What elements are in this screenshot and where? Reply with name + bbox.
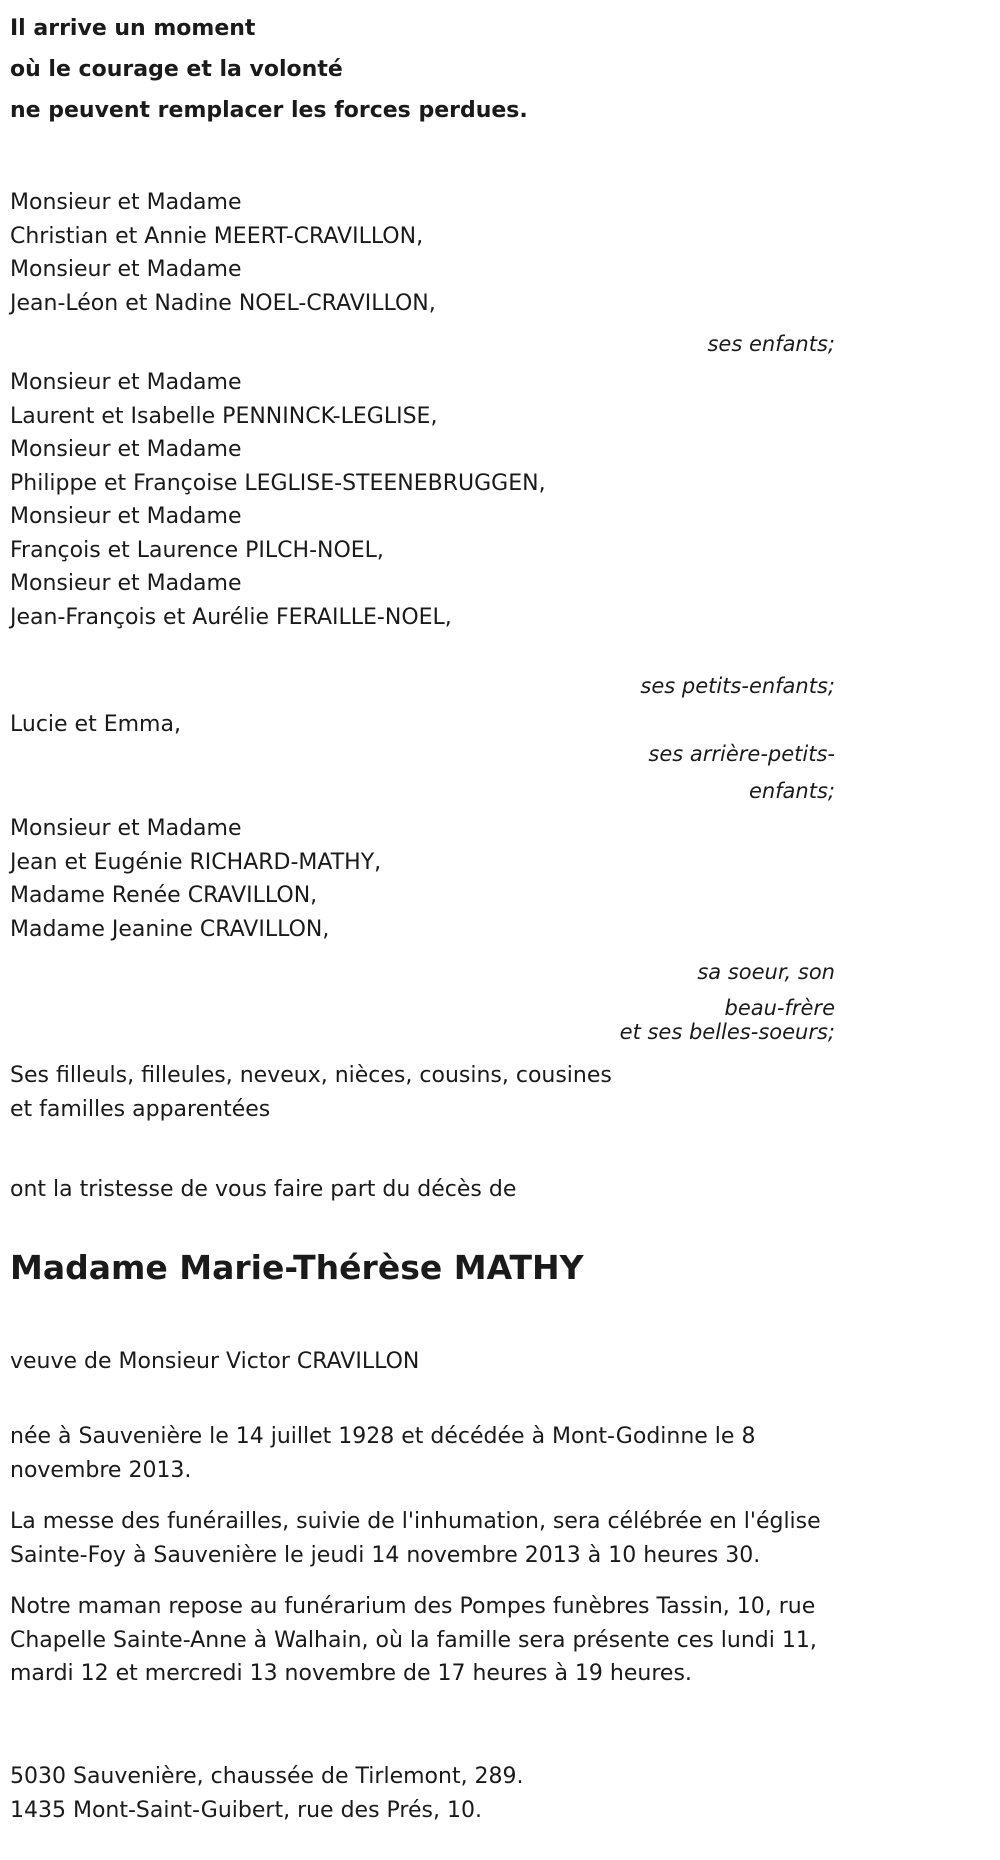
great-grandchildren-group xyxy=(10,708,181,742)
label-line: sa soeur, son xyxy=(697,960,835,984)
family-line: et familles apparentées xyxy=(10,1096,271,1122)
family-line: Lucie et Emma, xyxy=(10,712,181,737)
addresses xyxy=(10,1760,524,1827)
label-line: ses arrière-petits- xyxy=(648,742,835,766)
family-line: Monsieur et Madame xyxy=(10,571,242,596)
family-line: Monsieur et Madame xyxy=(10,437,242,462)
children-group xyxy=(10,186,436,320)
family-line: Monsieur et Madame xyxy=(10,504,242,529)
siblings-label xyxy=(620,958,835,1042)
label-line: et ses belles-soeurs; xyxy=(619,1020,835,1044)
deceased-name: Madame Marie-Thérèse MATHY xyxy=(10,1248,584,1287)
address-line: 5030 Sauvenière, chaussée de Tirlemont, 289. xyxy=(10,1764,524,1789)
address-line: 1435 Mont-Saint-Guibert, rue des Prés, 10. xyxy=(10,1797,482,1823)
grandchildren-group xyxy=(10,366,546,634)
siblings-group xyxy=(10,812,381,946)
epigraph-line: où le courage et la volonté xyxy=(10,57,343,82)
epigraph-line: Il arrive un moment xyxy=(10,16,256,41)
visitation-paragraph: Notre maman repose au funérarium des Pompes funèbres Tassin, 10, rue Chapelle Sainte-Anne à Walhain, où la famille sera présente ces lundi 11, mardi 12 et mercredi 13 novembre de 17 heures à 19 heures. xyxy=(10,1594,817,1686)
children-label: ses enfants; xyxy=(707,332,835,356)
family-line: Jean-François et Aurélie FERAILLE-NOEL, xyxy=(10,604,452,630)
funeral-paragraph: La messe des funérailles, suivie de l'inhumation, sera célébrée en l'église Sainte-Foy à Sauvenière le jeudi 14 novembre 2013 à 10 heures 30. xyxy=(10,1509,821,1568)
extended-family xyxy=(10,1059,612,1126)
great-grandchildren-label xyxy=(648,736,835,810)
family-line: Monsieur et Madame xyxy=(10,257,242,282)
family-line: Madame Renée CRAVILLON, xyxy=(10,883,318,908)
family-line: Jean et Eugénie RICHARD-MATHY, xyxy=(10,849,382,875)
family-line: François et Laurence PILCH-NOEL, xyxy=(10,537,384,563)
widow-of: veuve de Monsieur Victor CRAVILLON xyxy=(10,1349,420,1374)
family-line: Monsieur et Madame xyxy=(10,370,242,395)
birth-death-paragraph: née à Sauvenière le 14 juillet 1928 et décédée à Mont-Godinne le 8 novembre 2013. xyxy=(10,1424,756,1483)
label-line: enfants; xyxy=(748,779,835,803)
family-line: Madame Jeanine CRAVILLON, xyxy=(10,916,330,942)
label-line: beau-frère xyxy=(724,996,835,1020)
family-line: Philippe et Françoise LEGLISE-STEENEBRUGGEN, xyxy=(10,470,546,496)
family-line: Ses filleuls, filleules, neveux, nièces, cousins, cousines xyxy=(10,1063,612,1088)
epigraph-line: ne peuvent remplacer les forces perdues. xyxy=(10,98,528,123)
family-line: Jean-Léon et Nadine NOEL-CRAVILLON, xyxy=(10,290,436,316)
grandchildren-label: ses petits-enfants; xyxy=(640,674,835,698)
announcement: ont la tristesse de vous faire part du décès de xyxy=(10,1177,517,1202)
epigraph xyxy=(10,8,528,131)
family-line: Monsieur et Madame xyxy=(10,190,242,215)
family-line: Monsieur et Madame xyxy=(10,816,242,841)
family-line: Christian et Annie MEERT-CRAVILLON, xyxy=(10,223,424,249)
family-line: Laurent et Isabelle PENNINCK-LEGLISE, xyxy=(10,403,438,429)
